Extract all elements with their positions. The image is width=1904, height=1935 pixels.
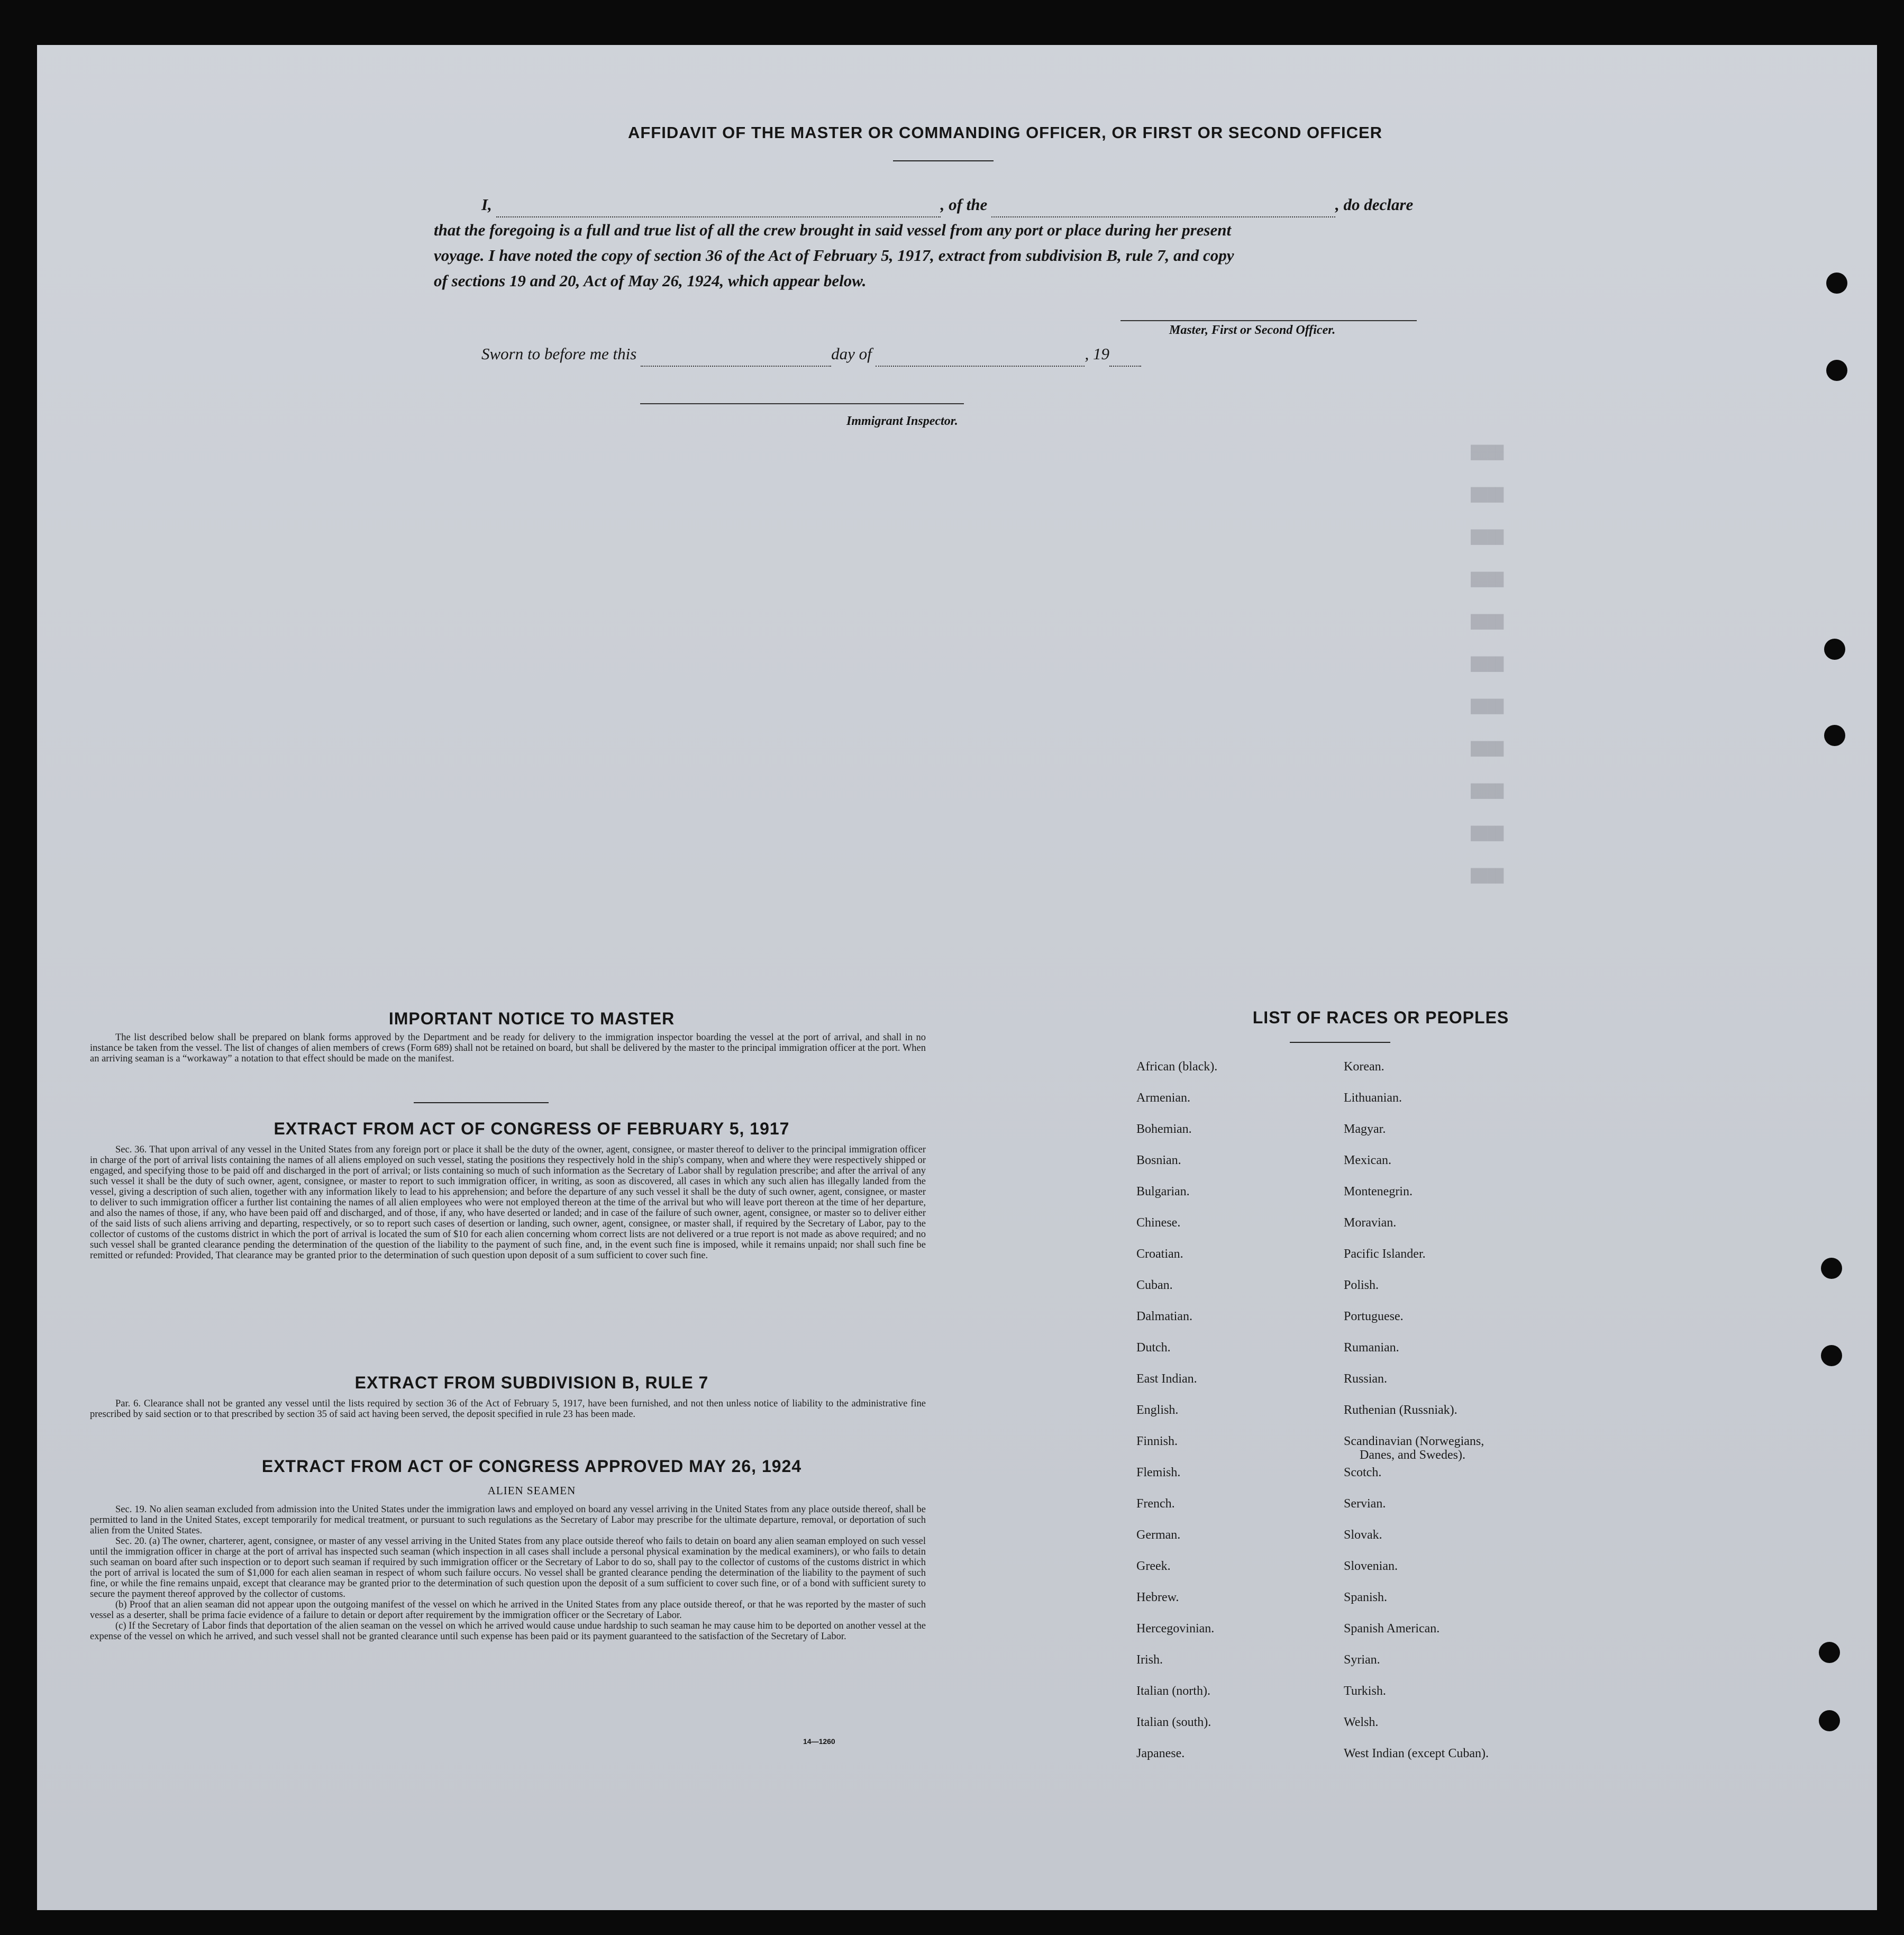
race-item: Spanish American. (1344, 1622, 1440, 1636)
race-item: Chinese. (1136, 1216, 1181, 1230)
master-signature-line[interactable] (1120, 320, 1417, 321)
races-left-column (1136, 1060, 1348, 1801)
punch-hole (1824, 639, 1845, 660)
race-item: Greek. (1136, 1559, 1171, 1573)
race-item: Dutch. (1136, 1341, 1171, 1355)
race-item: Mexican. (1344, 1153, 1391, 1167)
race-item: Portuguese. (1344, 1310, 1404, 1323)
race-item: Bohemian. (1136, 1122, 1192, 1136)
race-item-continuation: Danes, and Swedes). (1360, 1448, 1465, 1462)
race-item: Bulgarian. (1136, 1185, 1190, 1198)
race-item: Slovak. (1344, 1528, 1382, 1542)
race-item: Pacific Islander. (1344, 1247, 1426, 1261)
race-item: Dalmatian. (1136, 1310, 1192, 1323)
extract-1917-title: EXTRACT FROM ACT OF CONGRESS OF FEBRUARY 5, 1917 (274, 1119, 790, 1138)
sworn-text: Sworn to before me this (481, 344, 637, 363)
punch-hole (1819, 1642, 1840, 1663)
race-item: Spanish. (1344, 1591, 1388, 1604)
sworn-year-field[interactable] (1109, 366, 1141, 367)
race-item: Japanese. (1136, 1747, 1185, 1760)
race-item: Finnish. (1136, 1434, 1178, 1448)
extract-1917-body: Sec. 36. That upon arrival of any vessel in the United States from any foreign port or place it shall be the duty of the owner, agent, consignee, or master thereof to deliver to the principal immigration officer in charge of the port of arrival lists containing the names of all aliens employed on such vessel, stating the positions they respectively hold in the ship's company, when and where they were respectively shipped or engaged, and specifying those to be paid off and discharged in the port of arrival; or lists containing so much of such information as the Secretary of Labor shall by regulation prescribe; and after the arrival of any such vessel it shall be the duty of such owner, agent, consignee, or master to report to such immigration officer, in writing, as soon as discovered, all cases in which any such alien has illegally landed from the vessel, giving a description of such alien, together with any information likely to lead to his apprehension; and before the departure of any such vessel it shall be the duty of such owner, agent, consignee, or master to deliver to such immigration officer a further list containing the names of all alien employees who were not employed thereon at the time of the arrival but who will leave port thereon at the time of her departure, and also the names of those, if any, who have been paid off and discharged, and of those, if any, who have deserted or landed; and in case of the failure of such owner, agent, consignee, or master so to deliver either of the said lists of such aliens arriving and departing, respectively, or so to report such cases of desertion or landing, such owner, agent, consignee, or master shall, if required by the Secretary of Labor, pay to the collector of customs of the customs district in which the port of arrival is located the sum of $10 for each alien concerning whom correct lists are not delivered or a true report is not made as above required; and no such vessel shall be granted clearance pending the determination of the question of the liability to the payment of such fine, and, in the event such fine is imposed, while it remains unpaid; nor shall such fine be remitted or refunded: Provided, That clearance may be granted prior to the determination of such question upon deposit of a sum sufficient to cover such fine. (90, 1144, 926, 1261)
race-item: German. (1136, 1528, 1181, 1542)
race-item: Servian. (1344, 1497, 1386, 1511)
race-item: Korean. (1344, 1060, 1384, 1074)
extract-1924-body (90, 1504, 926, 1642)
race-item: Bosnian. (1136, 1153, 1181, 1167)
race-item: French. (1136, 1497, 1175, 1511)
punch-hole (1821, 1345, 1842, 1366)
punch-hole (1826, 360, 1847, 381)
sec20a-text: Sec. 20. (a) The owner, charterer, agent, consignee, or master of any vessel arriving in the United States from any place outside thereof who fails to detain on board any alien seaman employed on such vessel until the immigration officer in charge at the port of arrival has inspected such seaman (which inspection in all cases shall include a personal physical examination by the medical examiners), or who fails to detain such seaman on board after such inspection or to deport such seaman if required by such immigration officer or the Secretary of Labor to do so, shall pay to the collector of customs of the customs district in which the port of arrival is located the sum of $1,000 for each alien seaman in respect of whom such failure occurs. No vessel shall be granted clearance pending the determination of the liability to the payment of such fine, or while the fine remains unpaid, except that clearance may be granted prior to the determination of such question upon the deposit of a sum sufficient to cover such fine, or of a bond with sufficient surety to secure the payment thereof approved by the collector of customs. (90, 1536, 926, 1600)
race-item: Hebrew. (1136, 1591, 1179, 1604)
bleed-through-column: ████ ████ ████ ████ ████ ████ ████ ████ ████ ████ ████ (1471, 444, 1504, 884)
races-title: LIST OF RACES OR PEOPLES (1252, 1008, 1509, 1027)
extract-1924-title: EXTRACT FROM ACT OF CONGRESS APPROVED MAY 26, 1924 (261, 1457, 802, 1476)
race-item: Hercegovinian. (1136, 1622, 1215, 1636)
race-item: Montenegrin. (1344, 1185, 1413, 1198)
race-item: Lithuanian. (1344, 1091, 1402, 1105)
affidavit-line4: of sections 19 and 20, Act of May 26, 1924, which appear below. (434, 271, 867, 290)
race-item: East Indian. (1136, 1372, 1197, 1386)
extract-rule7-body: Par. 6. Clearance shall not be granted any vessel until the lists required by section 36 of the Act of February 5, 1917, have been furnished, and not then unless notice of liability to the administrative fine prescribed by said section or to that prescribed by section 35 of said act having been served, the deposit specified in rule 23 has been made. (90, 1398, 926, 1420)
title-divider (893, 160, 994, 161)
race-item: Slovenian. (1344, 1559, 1398, 1573)
affidavit-title: AFFIDAVIT OF THE MASTER OR COMMANDING OFFICER, OR FIRST OR SECOND OFFICER (627, 123, 1383, 142)
affidavit-of-the: , of the (940, 195, 988, 214)
race-item: Ruthenian (Russniak). (1344, 1403, 1457, 1417)
race-item: Turkish. (1344, 1684, 1386, 1698)
affidavit-line3: voyage. I have noted the copy of section 36 of the Act of February 5, 1917, extract from subdivision B, rule 7, and copy (434, 246, 1234, 265)
race-item: Syrian. (1344, 1653, 1380, 1667)
affidavit-do-declare: , do declare (1335, 195, 1414, 214)
form-number: 14—1260 (803, 1737, 835, 1746)
extract-rule7-title: EXTRACT FROM SUBDIVISION B, RULE 7 (354, 1373, 709, 1392)
alien-seamen-subtitle: ALIEN SEAMEN (487, 1484, 576, 1497)
race-item: Armenian. (1136, 1091, 1190, 1105)
race-item: Magyar. (1344, 1122, 1386, 1136)
sec19-text: Sec. 19. No alien seaman excluded from admission into the United States under the immigration laws and employed on board any vessel arriving in the United States from any place outside thereof, shall be permitted to land in the United States, except temporarily for medical treatment, or pursuant to such regulations as the Secretary of Labor may prescribe for the ultimate departure, removal, or deportation of such alien from the United States. (90, 1504, 926, 1536)
notice-divider (414, 1102, 549, 1103)
race-item: Scandinavian (Norwegians, (1344, 1434, 1484, 1448)
race-item: Cuban. (1136, 1278, 1173, 1292)
notice-body: The list described below shall be prepared on blank forms approved by the Department and be ready for delivery to the immigration inspector boarding the vessel at the port of arrival, and shall in no instance be taken from the vessel. The list of changes of alien members of crews (Form 689) shall not be retained on board, but shall be delivered by the master to the principal immigration officer at the port. When an arriving seaman is a “workaway” a notation to that effect should be made on the manifest. (90, 1032, 926, 1064)
race-item: Irish. (1136, 1653, 1163, 1667)
race-item: Croatian. (1136, 1247, 1183, 1261)
race-item: Scotch. (1344, 1466, 1382, 1479)
affidavit-line1 (434, 192, 1518, 217)
race-item: Flemish. (1136, 1466, 1181, 1479)
race-item: Moravian. (1344, 1216, 1397, 1230)
punch-hole (1824, 725, 1845, 746)
race-item: Italian (south). (1136, 1715, 1211, 1729)
race-item: Rumanian. (1344, 1341, 1399, 1355)
race-item: African (black). (1136, 1060, 1218, 1074)
sworn-day-field[interactable] (641, 366, 831, 367)
sworn-month-field[interactable] (876, 366, 1085, 367)
races-divider (1290, 1042, 1390, 1043)
race-item: Welsh. (1344, 1715, 1379, 1729)
punch-hole (1819, 1710, 1840, 1731)
document-sheet (37, 45, 1877, 1910)
sec20c-text: (c) If the Secretary of Labor finds that deportation of the alien seaman on the vessel on which he arrived would cause undue hardship to such seaman he may cause him to be deported on another vessel at the expense of the vessel on which he arrived, and such vessel shall not be granted clearance until such expense has been paid or its payment guaranteed to the satisfaction of the Secretary of Labor. (90, 1621, 926, 1642)
race-item: Russian. (1344, 1372, 1388, 1386)
affidavit-line2: that the foregoing is a full and true list of all the crew brought in said vessel from any port or place during her present (434, 221, 1232, 239)
sworn-day-of: day of (831, 344, 872, 363)
race-item: Italian (north). (1136, 1684, 1210, 1698)
inspector-label: Immigrant Inspector. (846, 414, 958, 428)
sworn-year-prefix: , 19 (1085, 344, 1109, 363)
punch-hole (1826, 272, 1847, 294)
affidavit-i: I, (481, 195, 492, 214)
notice-title: IMPORTANT NOTICE TO MASTER (388, 1009, 675, 1028)
race-item: West Indian (except Cuban). (1344, 1747, 1489, 1760)
races-right-column (1344, 1060, 1619, 1801)
sec20b-text: (b) Proof that an alien seaman did not appear upon the outgoing manifest of the vessel on which he arrived in the United States from any place outside thereof, or that he was reported by the master of such vessel as a deserter, shall be prima facie evidence of a failure to detain or deport after requirement by the immigration officer or the Secretary of Labor. (90, 1600, 926, 1621)
inspector-signature-line[interactable] (640, 403, 964, 404)
punch-hole (1821, 1258, 1842, 1279)
master-label: Master, First or Second Officer. (1169, 323, 1336, 337)
sworn-line (481, 341, 1141, 367)
race-item: English. (1136, 1403, 1179, 1417)
affidavit-body (434, 192, 1518, 294)
race-item: Polish. (1344, 1278, 1379, 1292)
